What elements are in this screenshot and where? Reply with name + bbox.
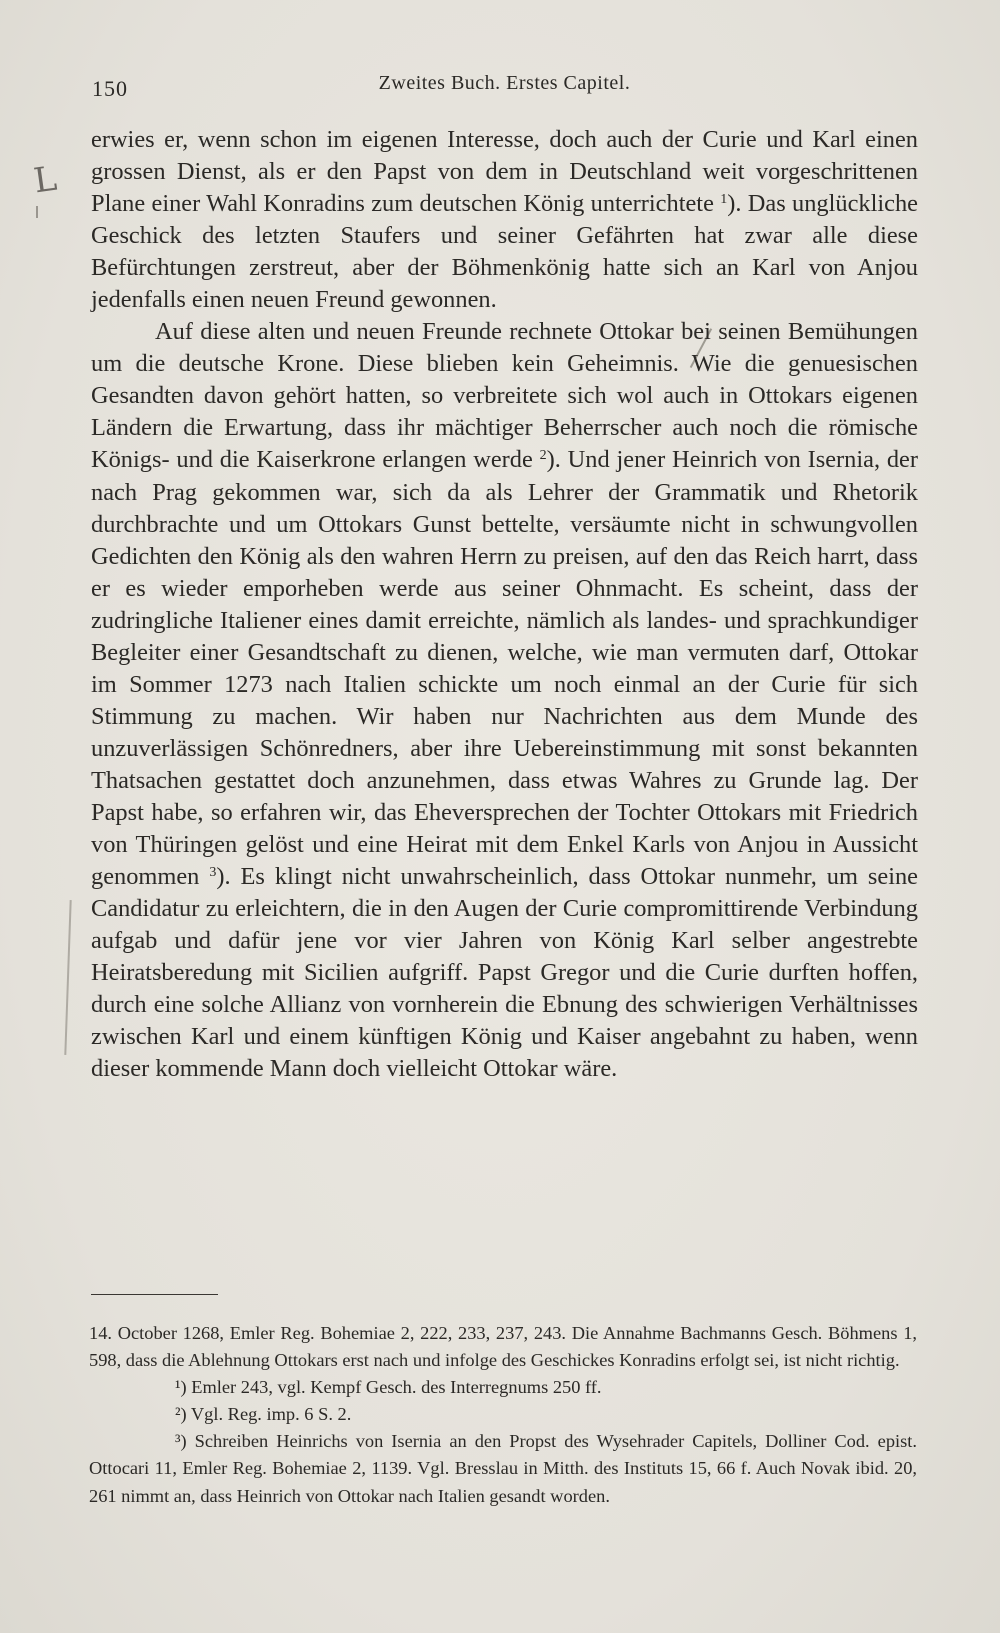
footnote-ref-3: 3 [209,865,217,881]
footnote-3: ³) Schreiben Heinrichs von Isernia an den Propst des Wysehrader Capitels, Dolliner Cod. epist. Ottocari 11, Emler Reg. Bohemiae 2, 1139. Vgl. Bresslau in Mitth. des Instituts 15, 66 f. Auch Novak ibid. 20, 261 nimmt an, dass Heinrich von Ottokar nach Italien gesandt worden. [89,1431,917,1506]
running-head [92,72,917,102]
paragraph-2-text-a: Auf diese alten und neuen Freunde rechnete Ottokar bei seinen Bemühungen um die deutsche Krone. Diese blieben kein Geheimnis. Wie die genuesischen Gesandten davon gehört hatten, so verbreitete sich wol auch in Ottokars eigenen Ländern die Erwartung, dass ihr mächtiger Beherrscher auch noch die römische Königs- und die Kaiserkrone erlangen werde [91,318,918,474]
paragraph-1 [91,124,918,316]
footnote-1: ¹) Emler 243, vgl. Kempf Gesch. des Interregnums 250 ff. [175,1377,602,1398]
footnote-carryover: 14. October 1268, Emler Reg. Bohemiae 2, 222, 233, 237, 243. Die Annahme Bachmanns Gesch. Böhmens 1, 598, dass die Ablehnung Ottokars erst nach und infolge des Geschickes Konradins erfolgt sei, ist nicht richtig. [89,1323,917,1371]
footnote-2: ²) Vgl. Reg. imp. 6 S. 2. [175,1404,352,1425]
margin-annotation: L [31,158,60,202]
main-text [91,124,918,1085]
paragraph-2-text-c: ). Es klingt nicht unwahrscheinlich, dass Ottokar nunmehr, um seine Candidatur zu erleichtern, die in den Augen der Curie compromittirende Verbindung aufgab und dafür jene vor vier Jahren von König Karl selber angestrebte Heiratsberedung mit Sicilien aufgriff. Papst Gregor und die Curie durften hoffen, durch eine solche Allianz von vornherein die Ebnung des schwierigen Verhältnisses zwischen Karl und einem künftigen König und Kaiser angebahnt zu haben, wenn dieser kommende Mann doch vielleicht Ottokar wäre. [91,863,918,1083]
paragraph-2 [91,316,918,1085]
paragraph-1-text-a: erwies er, wenn schon im eigenen Interesse, doch auch der Curie und Karl einen grossen Dienst, als er den Papst von dem in Deutschland weit vorgeschrittenen Plane einer Wahl Konradins zum deutschen König unterrichtete [91,126,918,218]
margin-pencil-tick [36,206,38,218]
footnotes [89,1320,917,1510]
footnote-ref-1: 1 [720,192,728,208]
paragraph-1-text-b: ). Das unglückliche Geschick des letzten Staufers und seiner Gefährten hat zwar alle diese Befürchtungen zerstreut, aber der Böhmenkönig hatte sich an Karl von Anjou jedenfalls einen neuen Freund gewonnen. [91,190,918,314]
page-number: 150 [92,76,128,101]
chapter-header: Zweites Buch. Erstes Capitel. [378,72,631,94]
footnote-ref-2: 2 [539,448,547,464]
margin-pencil-line [64,900,71,1055]
paragraph-2-text-b: ). Und jener Heinrich von Isernia, der nach Prag gekommen war, sich da als Lehrer der Grammatik und Rhetorik durchbrachte und um Ottokars Gunst bettelte, versäumte nicht in schwungvollen Gedichten den König als den wahren Herrn zu preisen, auf den das Reich harrt, dass er es wieder emporheben werde aus seiner Ohnmacht. Es scheint, dass der zudringliche Italiener eines damit erreichte, nämlich als landes- und sprachkundiger Begleiter einer Gesandtschaft zu dienen, welche, wie man vermuten darf, Ottokar im Sommer 1273 nach Italien schickte um noch einmal an der Curie für sich Stimmung zu machen. Wir haben nur Nachrichten aus dem Munde des unzuverlässigen Schönredners, aber ihre Uebereinstimmung mit sonst bekannten Thatsachen gestattet doch anzunehmen, dass etwas Wahres zu Grunde lag. Der Papst habe, so erfahren wir, das Eheversprechen der Tochter Ottokars mit Friedrich von Thüringen gelöst und eine Heirat mit dem Enkel Karls von Anjou in Aussicht genommen [91,446,918,891]
footnote-separator [91,1294,218,1295]
